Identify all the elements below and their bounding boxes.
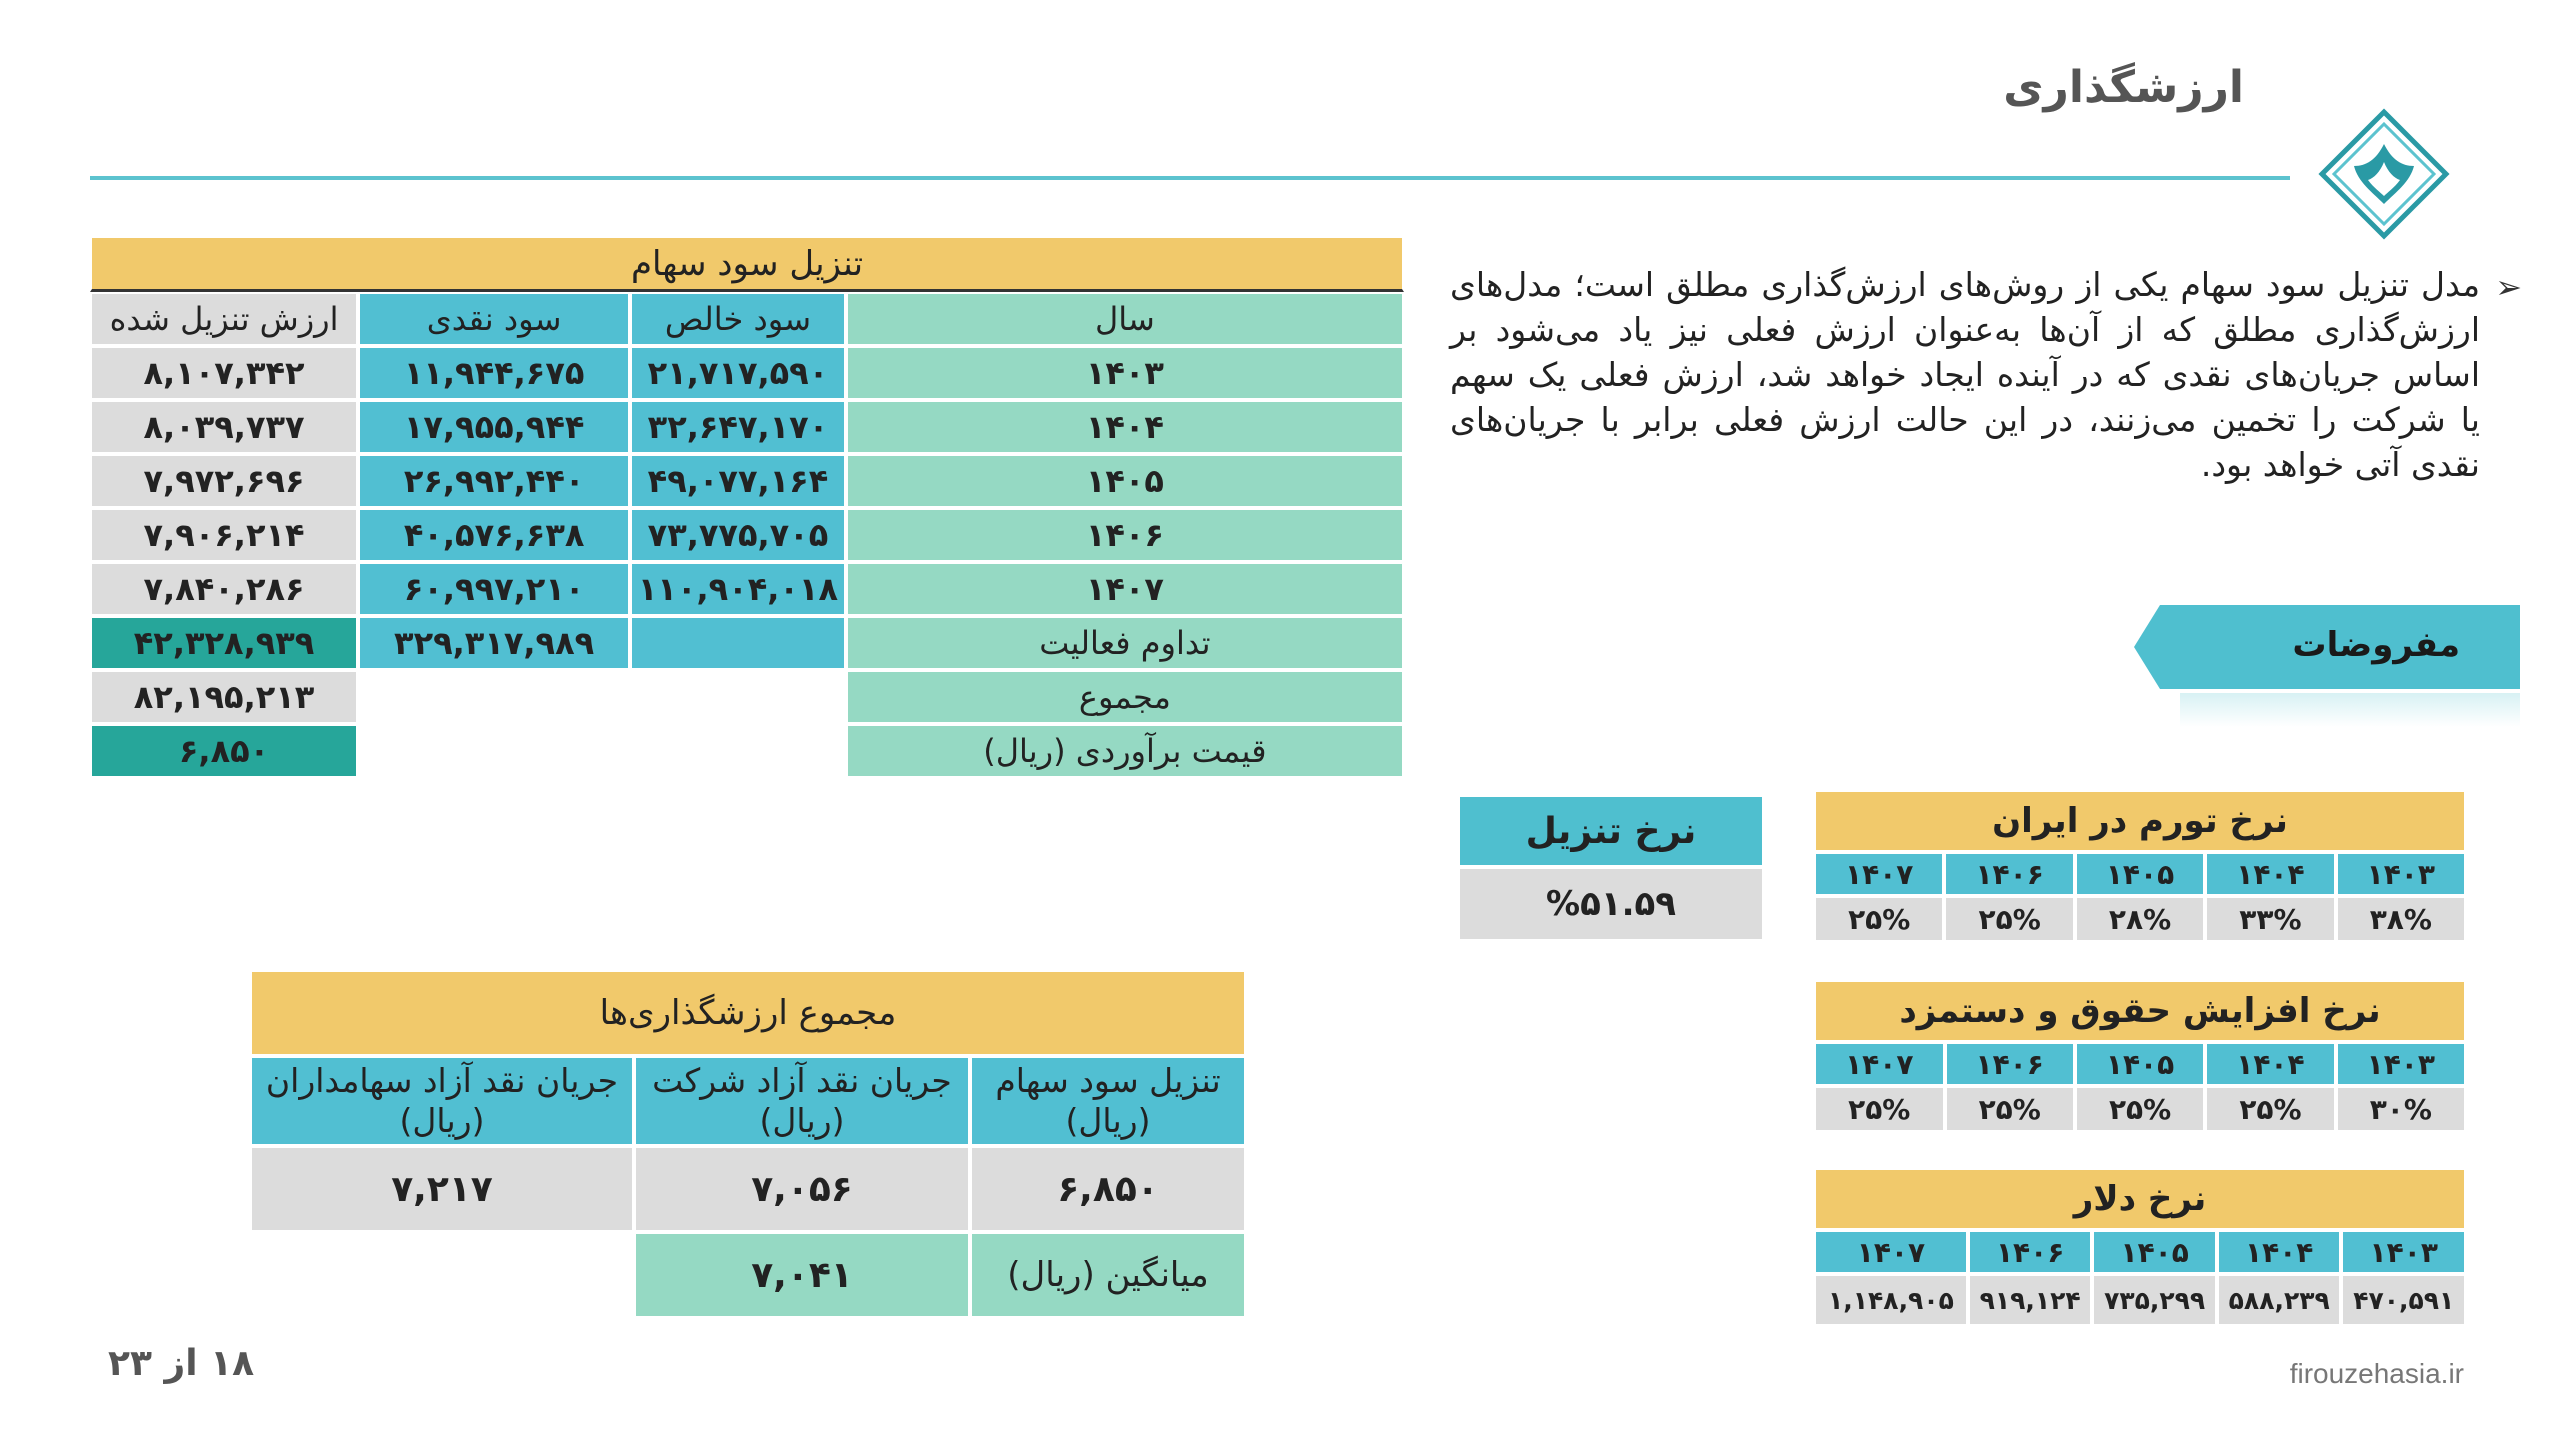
continuity-row [90, 616, 1404, 670]
year-cell: ۱۴۰۴ [2205, 852, 2335, 896]
assumptions-label: مفروضات [2292, 625, 2460, 665]
table-row [90, 454, 1404, 508]
assumptions-banner-shadow [2180, 693, 2520, 727]
dividend-discount-table [90, 236, 1404, 778]
discounted-value-cell: ۷,۸۴۰,۲۸۶ [90, 562, 358, 616]
fcfe-value: ۷,۲۱۷ [250, 1146, 634, 1232]
bullet-arrow-icon: ➢ [2495, 268, 2522, 306]
year-cell: ۱۴۰۵ [2075, 852, 2205, 896]
col-header-fcff: جریان نقد آزاد شرکت (ریال) [634, 1056, 970, 1146]
net-profit-cell: ۲۱,۷۱۷,۵۹۰ [630, 346, 846, 400]
discount-rate-value: %۵۱.۵۹ [1458, 867, 1764, 941]
col-header-year: سال [846, 292, 1404, 346]
title-divider [90, 176, 2290, 180]
total-value-cell: ۸۲,۱۹۵,۲۱۳ [90, 670, 358, 724]
inflation-value: ۲۵% [1944, 896, 2074, 942]
dollar-title: نرخ دلار [1814, 1168, 2466, 1230]
year-cell: ۱۴۰۳ [2336, 1042, 2466, 1086]
year-cell: ۱۴۰۶ [846, 508, 1404, 562]
inflation-title: نرخ تورم در ایران [1814, 790, 2466, 852]
year-cell: ۱۴۰۵ [846, 454, 1404, 508]
page-number: ۱۸ از ۲۳ [108, 1343, 255, 1384]
table-row [90, 346, 1404, 400]
fcff-value: ۷,۰۵۶ [634, 1146, 970, 1232]
year-cell: ۱۴۰۷ [1814, 1042, 1945, 1086]
dollar-value: ۷۳۵,۲۹۹ [2092, 1274, 2217, 1326]
valuation-summary-table [250, 970, 1246, 1318]
valuation-summary-title: مجموع ارزشگذاری‌ها [250, 970, 1246, 1056]
wage-value: ۲۵% [1814, 1086, 1945, 1132]
table-row [90, 562, 1404, 616]
table-row [90, 508, 1404, 562]
inflation-table [1814, 790, 2466, 942]
year-cell: ۱۴۰۶ [1945, 1042, 2075, 1086]
page-title: ارزشگذاری [2003, 62, 2244, 113]
year-cell: ۱۴۰۷ [1814, 852, 1944, 896]
year-cell: ۱۴۰۳ [2341, 1230, 2466, 1274]
cash-dividend-cell: ۱۱,۹۴۴,۶۷۵ [358, 346, 630, 400]
cash-dividend-cell: ۱۷,۹۵۵,۹۴۴ [358, 400, 630, 454]
year-cell: ۱۴۰۴ [846, 400, 1404, 454]
inflation-value: ۲۸% [2075, 896, 2205, 942]
year-cell: ۱۴۰۳ [846, 346, 1404, 400]
year-cell: ۱۴۰۷ [846, 562, 1404, 616]
ddm-value: ۶,۸۵۰ [970, 1146, 1246, 1232]
net-profit-cell: ۱۱۰,۹۰۴,۰۱۸ [630, 562, 846, 616]
dollar-value: ۹۱۹,۱۲۴ [1968, 1274, 2093, 1326]
company-logo-icon [2318, 108, 2450, 240]
intro-paragraph: مدل تنزیل سود سهام یکی از روش‌های ارزش‌گذاری مطلق است؛ مدل‌های ارزش‌گذاری مطلق که از آن‌ها به‌عنوان ارزش فعلی نیز یاد می‌شود بر اساس جریان‌های نقدی که در آینده ایجاد خواهد شد، ارزش فعلی یک سهم یا شرکت را تخمین می‌زنند، در این حالت ارزش فعلی برابر با جریان‌های نقدی آتی خواهد بود. [1450, 265, 2480, 484]
dollar-value: ۵۸۸,۲۳۹ [2217, 1274, 2342, 1326]
continuity-label: تداوم فعالیت [846, 616, 1404, 670]
discount-rate-title: نرخ تنزیل [1458, 795, 1764, 867]
wage-value: ۳۰% [2336, 1086, 2466, 1132]
year-cell: ۱۴۰۶ [1944, 852, 2074, 896]
year-cell: ۱۴۰۵ [2092, 1230, 2217, 1274]
cash-dividend-cell: ۲۶,۹۹۲,۴۴۰ [358, 454, 630, 508]
continuity-cash-cell: ۳۲۹,۳۱۷,۹۸۹ [358, 616, 630, 670]
year-cell: ۱۴۰۷ [1814, 1230, 1968, 1274]
col-header-ddm: تنزیل سود سهام (ریال) [970, 1056, 1246, 1146]
table-row [90, 400, 1404, 454]
col-header-cash-dividend: سود نقدی [358, 292, 630, 346]
inflation-value: ۳۸% [2336, 896, 2466, 942]
price-row [90, 724, 1404, 778]
net-profit-cell: ۴۹,۰۷۷,۱۶۴ [630, 454, 846, 508]
year-cell: ۱۴۰۶ [1968, 1230, 2093, 1274]
discounted-value-cell: ۷,۹۰۶,۲۱۴ [90, 508, 358, 562]
year-cell: ۱۴۰۵ [2075, 1042, 2205, 1086]
inflation-value: ۲۵% [1814, 896, 1944, 942]
year-cell: ۱۴۰۴ [2217, 1230, 2342, 1274]
wage-value: ۲۵% [2205, 1086, 2335, 1132]
col-header-fcfe: جریان نقد آزاد سهامداران (ریال) [250, 1056, 634, 1146]
year-cell: ۱۴۰۴ [2205, 1042, 2335, 1086]
dollar-value: ۴۷۰,۵۹۱ [2341, 1274, 2466, 1326]
net-profit-cell: ۷۳,۷۷۵,۷۰۵ [630, 508, 846, 562]
assumptions-banner [2160, 605, 2520, 689]
cash-dividend-cell: ۶۰,۹۹۷,۲۱۰ [358, 562, 630, 616]
discounted-value-cell: ۸,۱۰۷,۳۴۲ [90, 346, 358, 400]
discounted-value-cell: ۷,۹۷۲,۶۹۶ [90, 454, 358, 508]
average-label: میانگین (ریال) [970, 1232, 1246, 1318]
net-profit-cell: ۳۲,۶۴۷,۱۷۰ [630, 400, 846, 454]
continuity-empty-cell [630, 616, 846, 670]
dollar-rate-table [1814, 1168, 2466, 1326]
dividend-discount-title: تنزیل سود سهام [90, 236, 1404, 292]
cash-dividend-cell: ۴۰,۵۷۶,۶۳۸ [358, 508, 630, 562]
discounted-value-cell: ۸,۰۳۹,۷۳۷ [90, 400, 358, 454]
discount-rate-table [1458, 795, 1764, 941]
total-label: مجموع [846, 670, 1404, 724]
website-url: firouzehasia.ir [2289, 1358, 2464, 1389]
wage-title: نرخ افزایش حقوق و دستمزد [1814, 980, 2466, 1042]
price-value-cell: ۶,۸۵۰ [90, 724, 358, 778]
col-header-net-profit: سود خالص [630, 292, 846, 346]
price-label: قیمت برآوردی (ریال) [846, 724, 1404, 778]
wage-growth-table [1814, 980, 2466, 1132]
total-row [90, 670, 1404, 724]
col-header-discounted-value: ارزش تنزیل شده [90, 292, 358, 346]
wage-value: ۲۵% [2075, 1086, 2205, 1132]
average-value: ۷,۰۴۱ [634, 1232, 970, 1318]
inflation-value: ۳۳% [2205, 896, 2335, 942]
wage-value: ۲۵% [1945, 1086, 2075, 1132]
continuity-value-cell: ۴۲,۳۲۸,۹۳۹ [90, 616, 358, 670]
dollar-value: ۱,۱۴۸,۹۰۵ [1814, 1274, 1968, 1326]
year-cell: ۱۴۰۳ [2336, 852, 2466, 896]
